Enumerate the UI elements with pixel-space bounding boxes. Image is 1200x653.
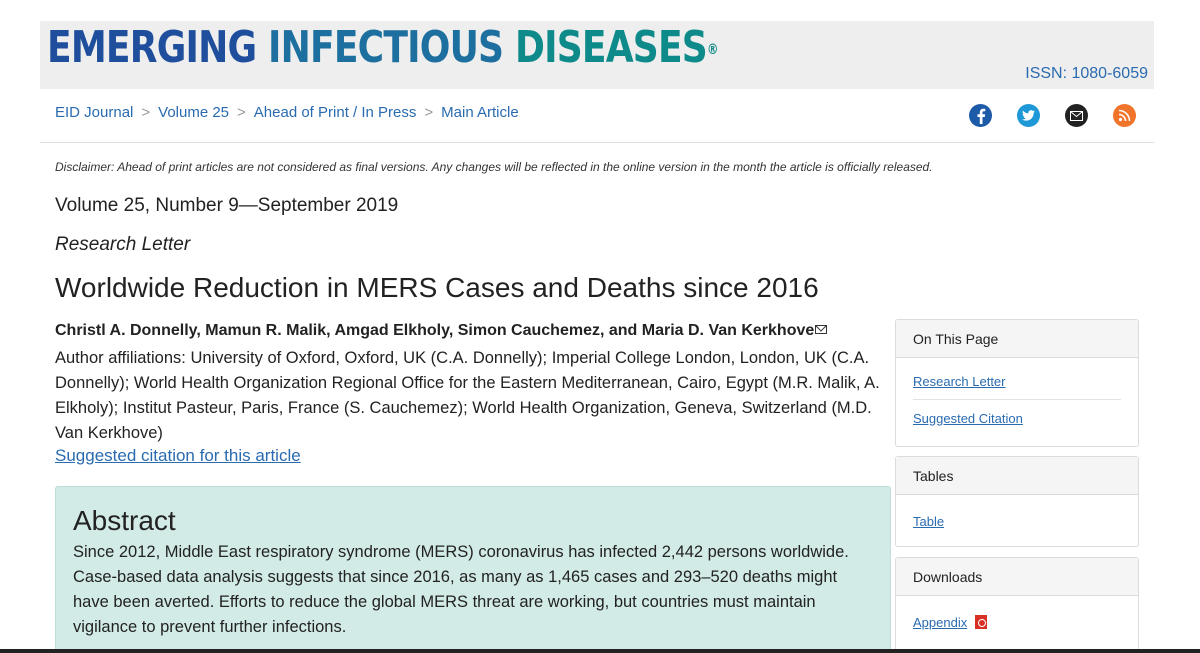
authors-text: Christl A. Donnelly, Mamun R. Malik, Amgad Elkholy, Simon Cauchemez, and Maria D. Van Kerkhove [55, 322, 815, 339]
article-title: Worldwide Reduction in MERS Cases and Deaths since 2016 [55, 272, 819, 303]
sidebar-link-suggested-citation[interactable]: Suggested Citation [913, 410, 1023, 426]
abstract-box [55, 486, 891, 653]
volume-issue: Volume 25, Number 9—September 2019 [55, 195, 399, 216]
logo-word-infectious: INFECTIOUS [268, 22, 504, 73]
article-type: Research Letter [55, 234, 191, 255]
disclaimer-text: Disclaimer: Ahead of print articles are not considered as final versions. Any changes will be reflected in the online version in the month the article is officially released. [55, 160, 933, 174]
sidebar-link-research-letter[interactable]: Research Letter [913, 364, 1121, 400]
on-this-page-panel [895, 319, 1139, 447]
masthead [40, 21, 1154, 89]
logo-word-diseases: DISEASES [514, 22, 707, 73]
journal-logo[interactable] [47, 23, 718, 73]
suggested-citation-link[interactable]: Suggested citation for this article [55, 446, 301, 465]
breadcrumb-separator: > [141, 104, 151, 121]
sidebar-download-appendix[interactable] [913, 604, 1121, 640]
abstract-heading: Abstract [73, 505, 176, 536]
pdf-icon [975, 615, 987, 629]
logo-word-emerging: EMERGING [47, 22, 257, 73]
breadcrumb-separator: > [237, 104, 246, 121]
panel-title: On This Page [896, 320, 1138, 358]
author-affiliations: Author affiliations: University of Oxford, Oxford, UK (C.A. Donnelly); Imperial College London, London, UK (C.A. Donnelly); World Health Organization Regional Office for the Eastern Mediterranean, Cairo, Egypt (M.R. Malik, A. Elkholy); Institut Pasteur, Paris, France (S. Cauchemez); World Health Organization, Geneva, Switzerland (M.D. Van Kerkhove) [55, 349, 880, 442]
panel-title: Tables [896, 457, 1138, 495]
breadcrumb [55, 104, 519, 121]
breadcrumb-separator: > [424, 104, 434, 121]
email-author-icon[interactable] [815, 325, 827, 334]
rss-icon[interactable] [1113, 104, 1136, 127]
window-bottom-edge [0, 649, 1200, 653]
downloads-panel [895, 557, 1139, 653]
registered-mark: ® [706, 42, 718, 58]
header-divider [40, 142, 1154, 143]
facebook-icon[interactable] [969, 104, 992, 127]
abstract-text: Since 2012, Middle East respiratory syndrome (MERS) coronavirus has infected 2,442 persons worldwide. Case-based data analysis suggests that since 2016, as many as 1,465 cases and 293–520 deaths might have been averted. Efforts to reduce the global MERS threat are working, but countries must maintain vigilance to prevent further infections. [73, 543, 849, 636]
breadcrumb-volume[interactable]: Volume 25 [158, 104, 230, 121]
breadcrumb-eid-journal[interactable]: EID Journal [55, 104, 134, 121]
breadcrumb-main-article[interactable]: Main Article [441, 104, 519, 121]
panel-title: Downloads [896, 558, 1138, 596]
author-list [55, 322, 827, 340]
appendix-label: Appendix [913, 614, 968, 630]
breadcrumb-ahead-of-print[interactable]: Ahead of Print / In Press [253, 104, 417, 121]
sidebar-link-table[interactable]: Table [913, 513, 945, 529]
twitter-icon[interactable] [1017, 104, 1040, 127]
tables-panel [895, 456, 1139, 547]
email-share-icon[interactable] [1065, 104, 1088, 127]
issn-label: ISSN: 1080-6059 [1025, 65, 1148, 82]
